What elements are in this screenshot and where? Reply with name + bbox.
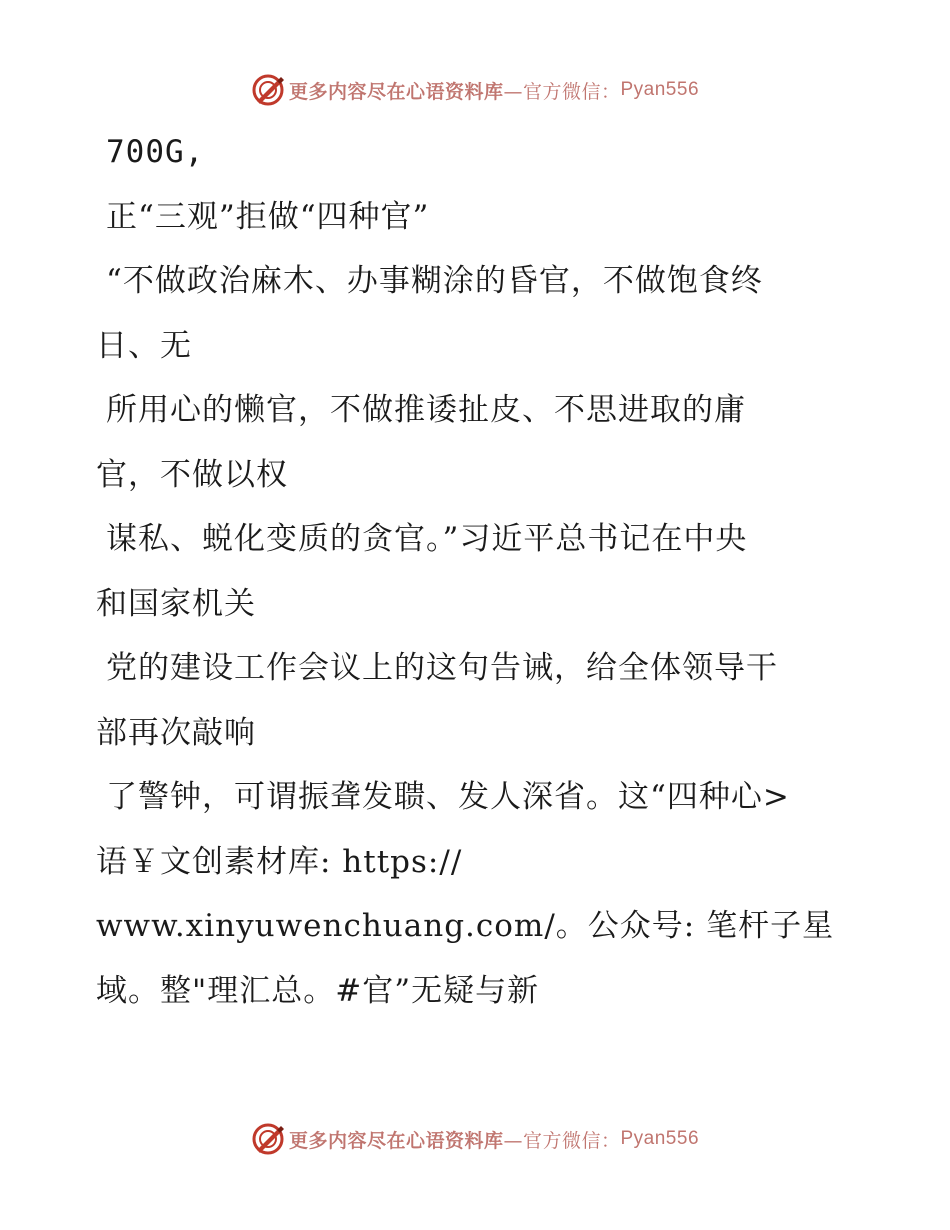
header-banner-tail: —官方微信： — [503, 80, 621, 103]
footer-banner-wechat: Pyan556 — [620, 1128, 700, 1149]
body-line: 官，不做以权 — [96, 456, 288, 493]
body-line: 党的建设工作会议上的这句告诫，给全体领导干 — [106, 650, 778, 686]
body-line: 日、无 — [96, 327, 192, 364]
body-line: 语￥文创素材库: https:// — [96, 843, 463, 880]
body-line: “不做政治麻木、办事糊涂的昏官，不做饱食终 — [106, 263, 763, 299]
body-line: 部再次敲响 — [96, 714, 256, 751]
pen-logo-icon — [251, 73, 285, 107]
footer-banner-lead: 更多内容尽在心语资料库 — [288, 1129, 504, 1152]
body-line: 域。整"理汇总。#官”无疑与新 — [96, 972, 540, 1009]
footer-banner — [0, 1119, 950, 1159]
footer-banner-tail: —官方微信： — [503, 1129, 621, 1152]
header-banner — [0, 70, 950, 110]
body-line: www.xinyuwenchuang.com/。公众号: 笔杆子星 — [96, 908, 835, 944]
body-line: 700G, — [106, 134, 205, 170]
body-line: 和国家机关 — [96, 585, 256, 622]
body-line: 谋私、蜕化变质的贪官。”习近平总书记在中央 — [106, 521, 748, 557]
body-line: 正“三观”拒做“四种官” — [106, 198, 430, 235]
header-banner-wechat: Pyan556 — [620, 79, 700, 100]
document-body — [96, 120, 856, 1023]
body-line: 了警钟，可谓振聋发聩、发人深省。这“四种心> — [106, 779, 790, 815]
body-line: 所用心的懒官，不做推诿扯皮、不思进取的庸 — [106, 392, 746, 428]
pen-logo-icon — [251, 1122, 285, 1156]
header-banner-lead: 更多内容尽在心语资料库 — [288, 80, 504, 103]
